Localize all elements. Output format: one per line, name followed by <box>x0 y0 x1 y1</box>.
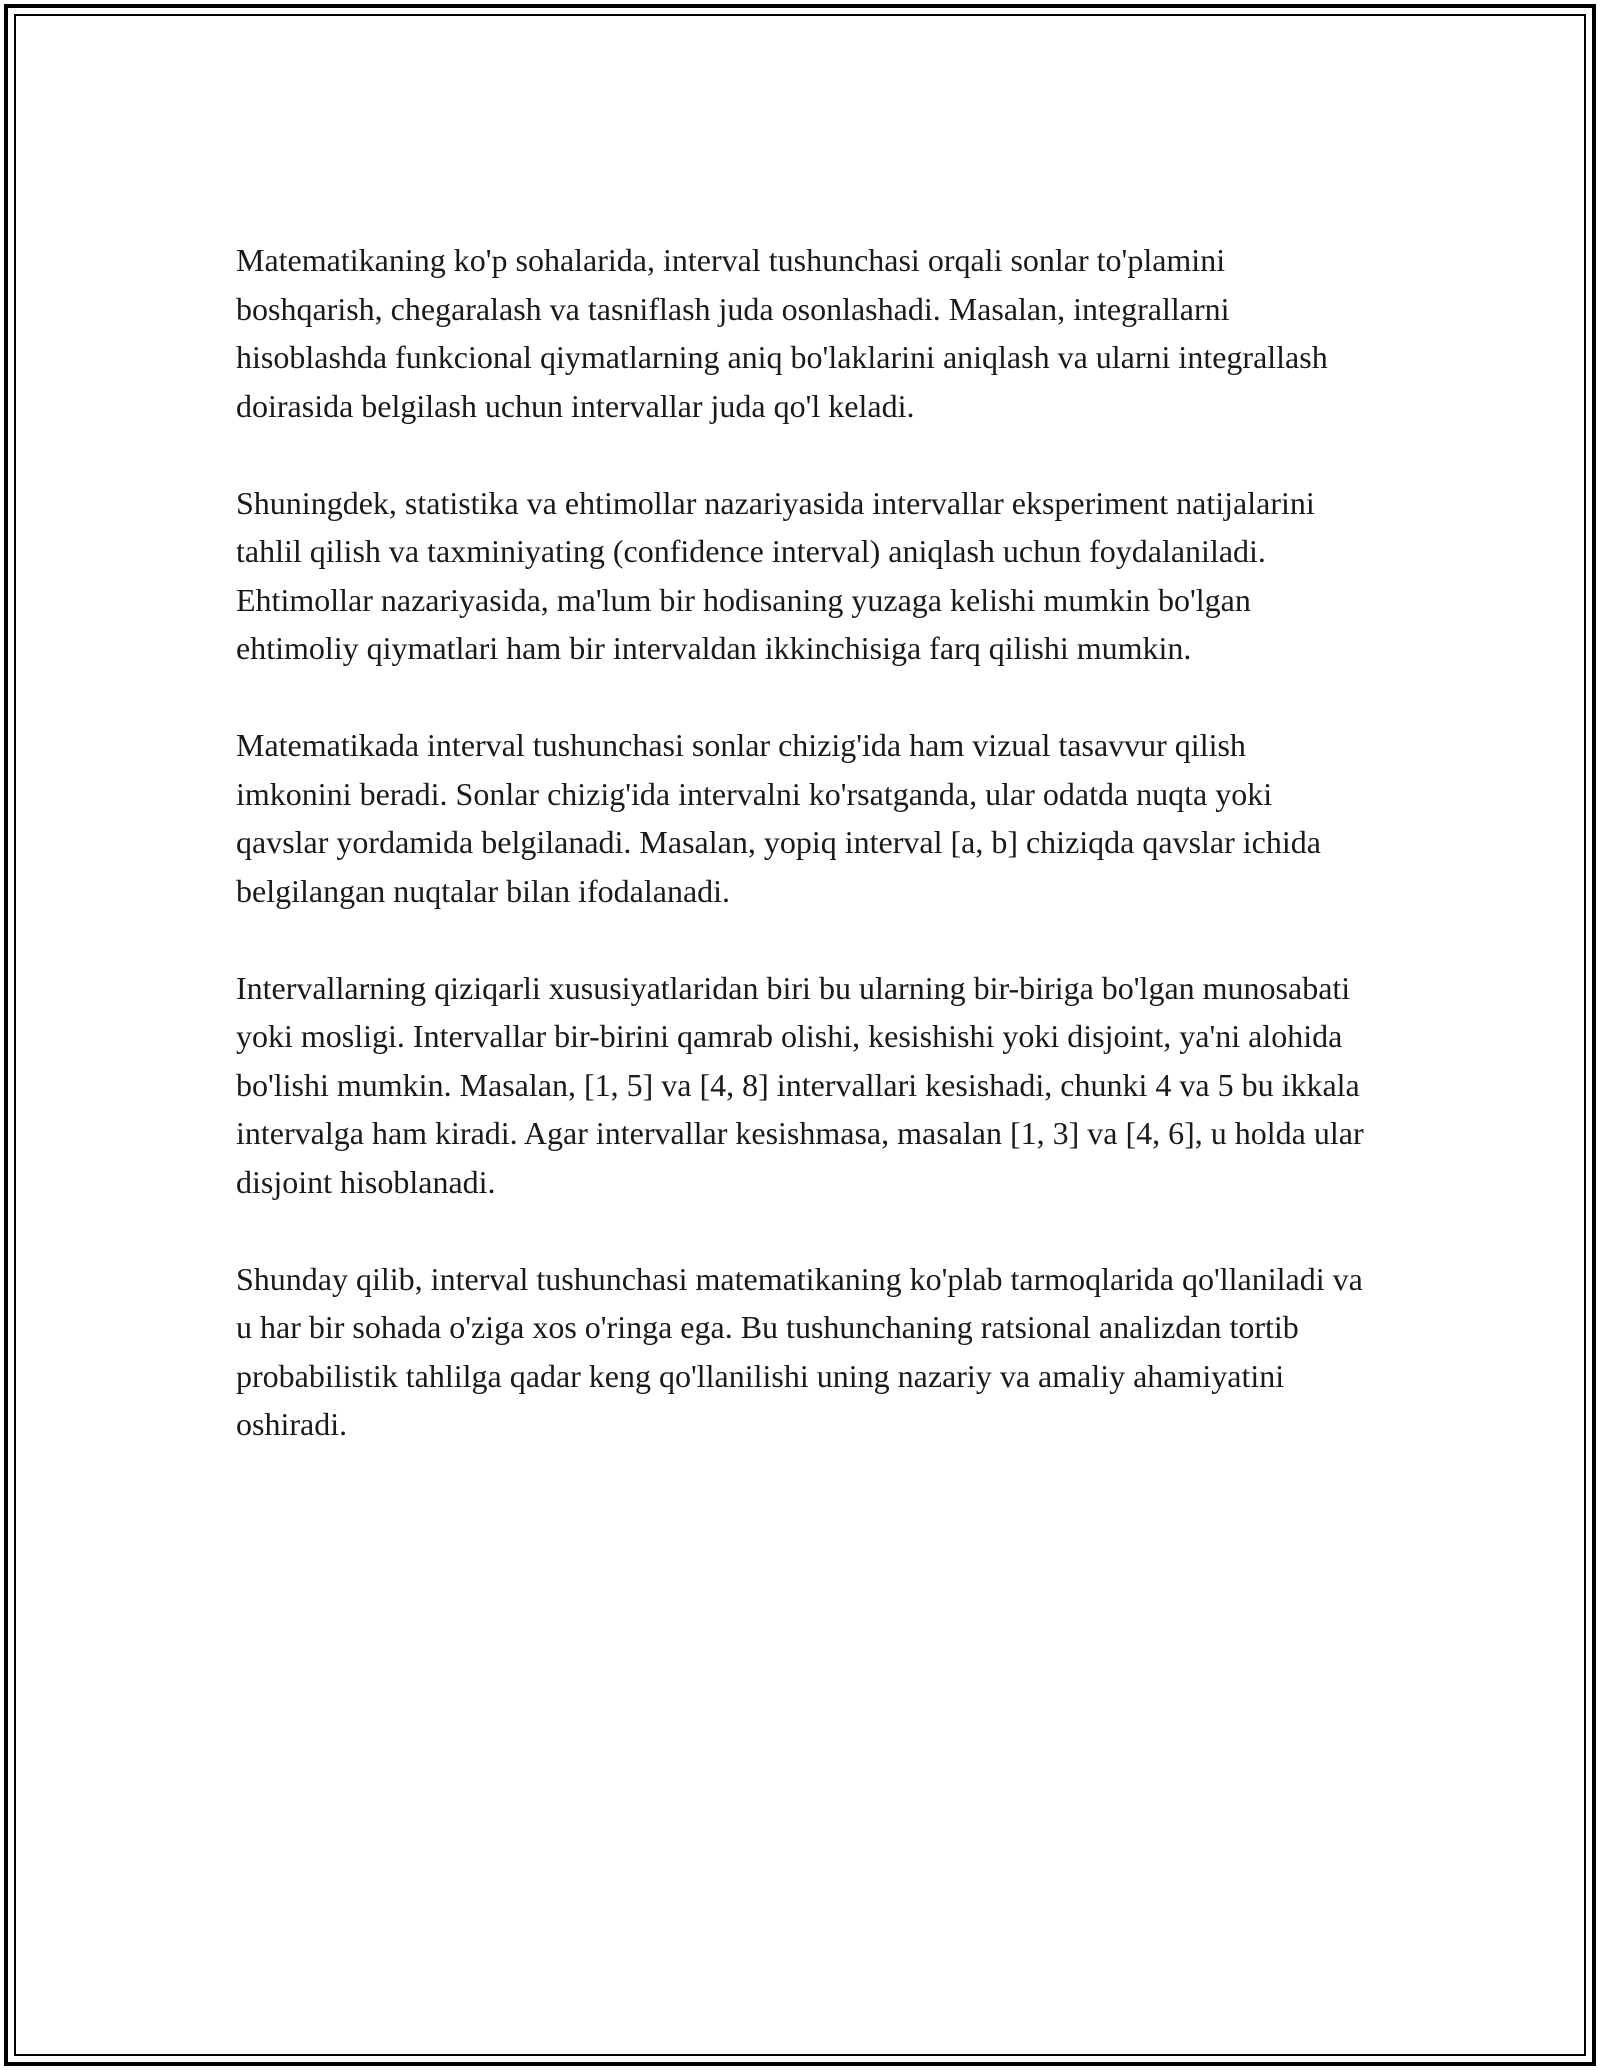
paragraph-2: Shuningdek, statistika va ehtimollar nazariyasida intervallar eksperiment natijalarini tahlil qilish va taxminiyating (confidence interval) aniqlash uchun foydalaniladi. Ehtimollar nazariyasida, ma'lum bir hodisaning yuzaga kelishi mumkin bo'lgan ehtimoliy qiymatlari ham bir intervaldan ikkinchisiga farq qilishi mumkin. <box>236 484 1315 666</box>
paragraph-4: Intervallarning qiziqarli xususiyatlaridan biri bu ularning bir-biriga bo'lgan munosabati yoki mosligi. Intervallar bir-birini qamrab olishi, kesishishi yoki disjoint, ya'ni alohida bo'lishi mumkin. Masalan, [1, 5] va [4, 8] intervallari kesishadi, chunki 4 va 5 bu ikkala intervalga ham kiradi. Agar intervallar kesishmasa, masalan [1, 3] va [4, 6], u holda ular disjoint hisoblanadi. <box>236 969 1364 1200</box>
paragraph-3: Matematikada interval tushunchasi sonlar chizig'ida ham vizual tasavvur qilish imkonini beradi. Sonlar chizig'ida intervalni ko'rsatganda, ular odatda nuqta yoki qavslar yordamida belgilanadi. Masalan, yopiq interval [a, b] chiziqda qavslar ichida belgilangan nuqtalar bilan ifodalanadi. <box>236 727 1321 909</box>
document-body <box>236 236 1366 1449</box>
paragraph-1: Matematikaning ko'p sohalarida, interval tushunchasi orqali sonlar to'plamini boshqarish, chegaralash va tasniflash juda osonlashadi. Masalan, integrallarni hisoblashda funkcional qiymatlarning aniq bo'laklarini aniqlash va ularni integrallash doirasida belgilash uchun intervallar juda qo'l keladi. <box>236 242 1328 424</box>
paragraph-5: Shunday qilib, interval tushunchasi matematikaning ko'plab tarmoqlarida qo'llaniladi va u har bir sohada o'ziga xos o'ringa ega. Bu tushunchaning ratsional analizdan tortib probabilistik tahlilga qadar keng qo'llanilishi uning nazariy va amaliy ahamiyatini oshiradi. <box>236 1260 1363 1442</box>
